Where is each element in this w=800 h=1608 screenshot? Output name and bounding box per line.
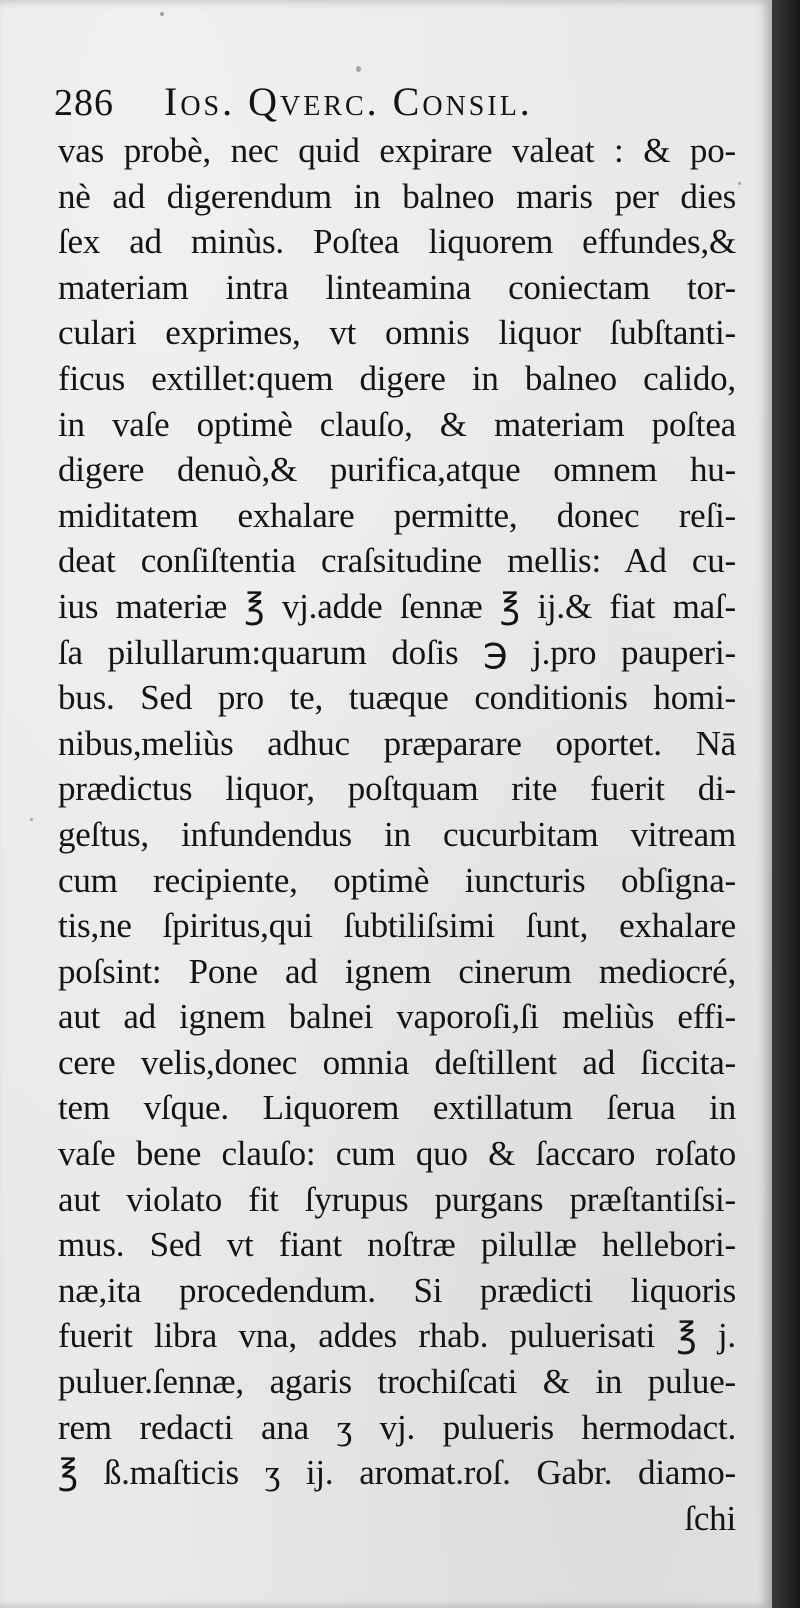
catchword: ſchi [684, 1498, 736, 1538]
ink-speck [160, 12, 164, 16]
text-line: ſex ad minùs. Poſtea liquorem effundes,& [58, 222, 736, 262]
ink-speck [30, 818, 33, 821]
text-line: nè ad digerendum in balneo maris per dies [58, 176, 736, 216]
text-line: mus. Sed vt fiant noſtræ pilullæ hellebori- [58, 1225, 736, 1265]
text-line: vas probè, nec quid expirare valeat : & po- [58, 131, 736, 170]
text-line: bus. Sed pro te, tuæque conditionis homi- [58, 678, 736, 718]
text-line: rem redacti ana ʒ vj. pulueris hermodact. [58, 1407, 736, 1447]
text-line: ſa pilullarum:quarum doſis ℈ j.pro pauperi- [58, 632, 736, 672]
page-number: 286 [54, 82, 114, 124]
page-header [54, 78, 714, 132]
text-line: tis,ne ſpiritus,qui ſubtiliſsimi ſunt, exhalare [58, 906, 736, 946]
text-line: vaſe bene clauſo: cum quo & ſaccaro roſato [58, 1134, 736, 1174]
text-line: nibus,meliùs adhuc præparare oportet. Nā [58, 723, 736, 763]
text-line: ius materiæ ℥ vj.adde ſennæ ℥ ij.& fiat maſ- [58, 586, 736, 626]
ink-speck [356, 66, 361, 72]
text-line: miditatem exhalare permitte, donec reſi- [58, 495, 736, 535]
text-line: ficus extillet:quem digere in balneo calido, [58, 358, 736, 398]
text-line: in vaſe optimè clauſo, & materiam poſtea [58, 404, 736, 444]
text-line: ℥ ß.maſticis ʒ ij. aromat.roſ. Gabr. diamo- [58, 1453, 736, 1493]
running-head: Ios. Qverc. Consil. [164, 79, 533, 124]
text-line: geſtus, infundendus in cucurbitam vitream [58, 814, 736, 854]
text-line: tem vſque. Liquorem extillatum ſerua in [58, 1088, 736, 1128]
text-line: aut ad ignem balnei vaporoſi,ſi meliùs effi- [58, 997, 736, 1037]
text-line: deat conſiſtentia craſsitudine mellis: Ad cu- [58, 541, 736, 581]
text-line: næ,ita procedendum. Si prædicti liquoris [58, 1270, 736, 1310]
ink-speck [738, 182, 741, 185]
page-edge-shadow [772, 0, 800, 1608]
text-line: culari exprimes, vt omnis liquor ſubſtanti- [58, 313, 736, 353]
text-line: cere velis,donec omnia deſtillent ad ſiccita- [58, 1042, 736, 1082]
body-text [58, 128, 736, 1541]
text-line: prædictus liquor, poſtquam rite fuerit di- [58, 769, 736, 809]
text-line: puluer.ſennæ, agaris trochiſcati & in pulue- [58, 1362, 736, 1402]
text-line: fuerit libra vna, addes rhab. puluerisati ℥ j. [58, 1316, 736, 1356]
text-line: aut violato fit ſyrupus purgans præſtantiſsi- [58, 1179, 736, 1219]
text-line: cum recipiente, optimè iuncturis obſigna- [58, 860, 736, 900]
text-line: materiam intra linteamina coniectam tor- [58, 267, 736, 307]
text-line: poſsint: Pone ad ignem cinerum mediocré, [58, 951, 736, 991]
text-line: digere denuò,& purifica,atque omnem hu- [58, 450, 736, 490]
